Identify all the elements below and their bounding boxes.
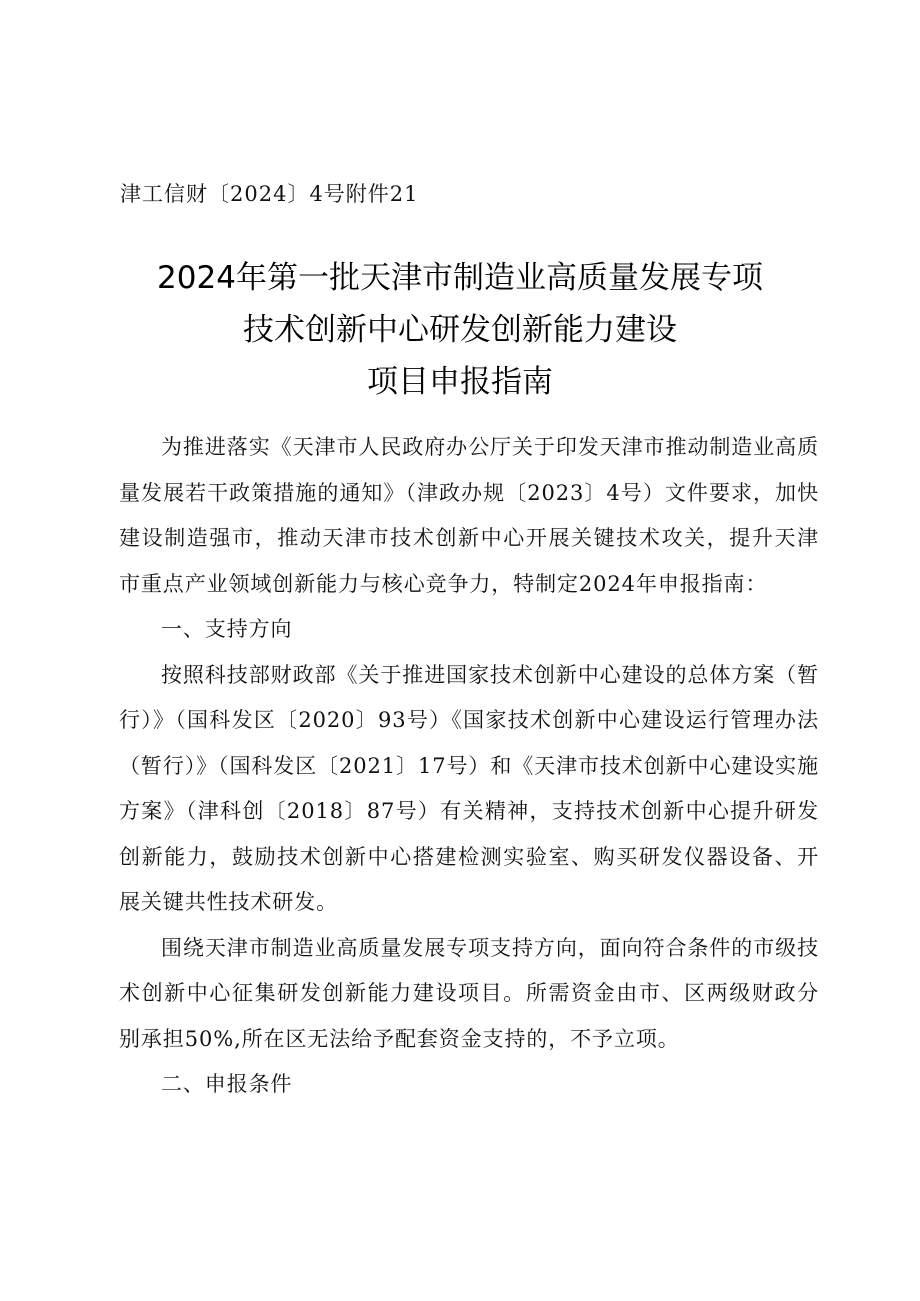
section-heading-support-direction: 一、支持方向 xyxy=(161,617,293,641)
support-direction-paragraph-2: 围绕天津市制造业高质量发展专项支持方向，面向符合条件的市级技术创新中心征集研发创新能力建设项目。所需资金由市、区两级财政分别承担50%,所在区无法给予配套资金支持的，不予立项。 xyxy=(119,935,819,1051)
intro-paragraph: 为推进落实《天津市人民政府办公厅关于印发天津市推动制造业高质量发展若干政策措施的通知》（津政办规〔2023〕4号）文件要求，加快建设制造强市，推动天津市技术创新中心开展关键技术攻关，提升天津市重点产业领域创新能力与核心竞争力，特制定2024年申报指南： xyxy=(119,435,819,596)
document-body xyxy=(119,425,819,1108)
section-heading-application-conditions: 二、申报条件 xyxy=(161,1072,293,1096)
document-title xyxy=(0,252,920,408)
title-line-3: 项目申报指南 xyxy=(367,364,553,400)
support-direction-paragraph-1: 按照科技部财政部《关于推进国家技术创新中心建设的总体方案（暂行）》（国科发区〔2020〕93号）《国家技术创新中心建设运行管理办法（暂行）》（国科发区〔2021〕17号）和《天津市技术创新中心建设实施方案》（津科创〔2018〕87号）有关精神，支持技术创新中心提升研发创新能力，鼓励技术创新中心搭建检测实验室、购买研发仪器设备、开展关键共性技术研发。 xyxy=(119,662,819,914)
document-number: 津工信财〔2024〕4号附件21 xyxy=(120,182,419,206)
title-line-2: 技术创新中心研发创新能力建设 xyxy=(243,312,677,348)
title-line-1: 2024年第一批天津市制造业高质量发展专项 xyxy=(157,260,763,296)
